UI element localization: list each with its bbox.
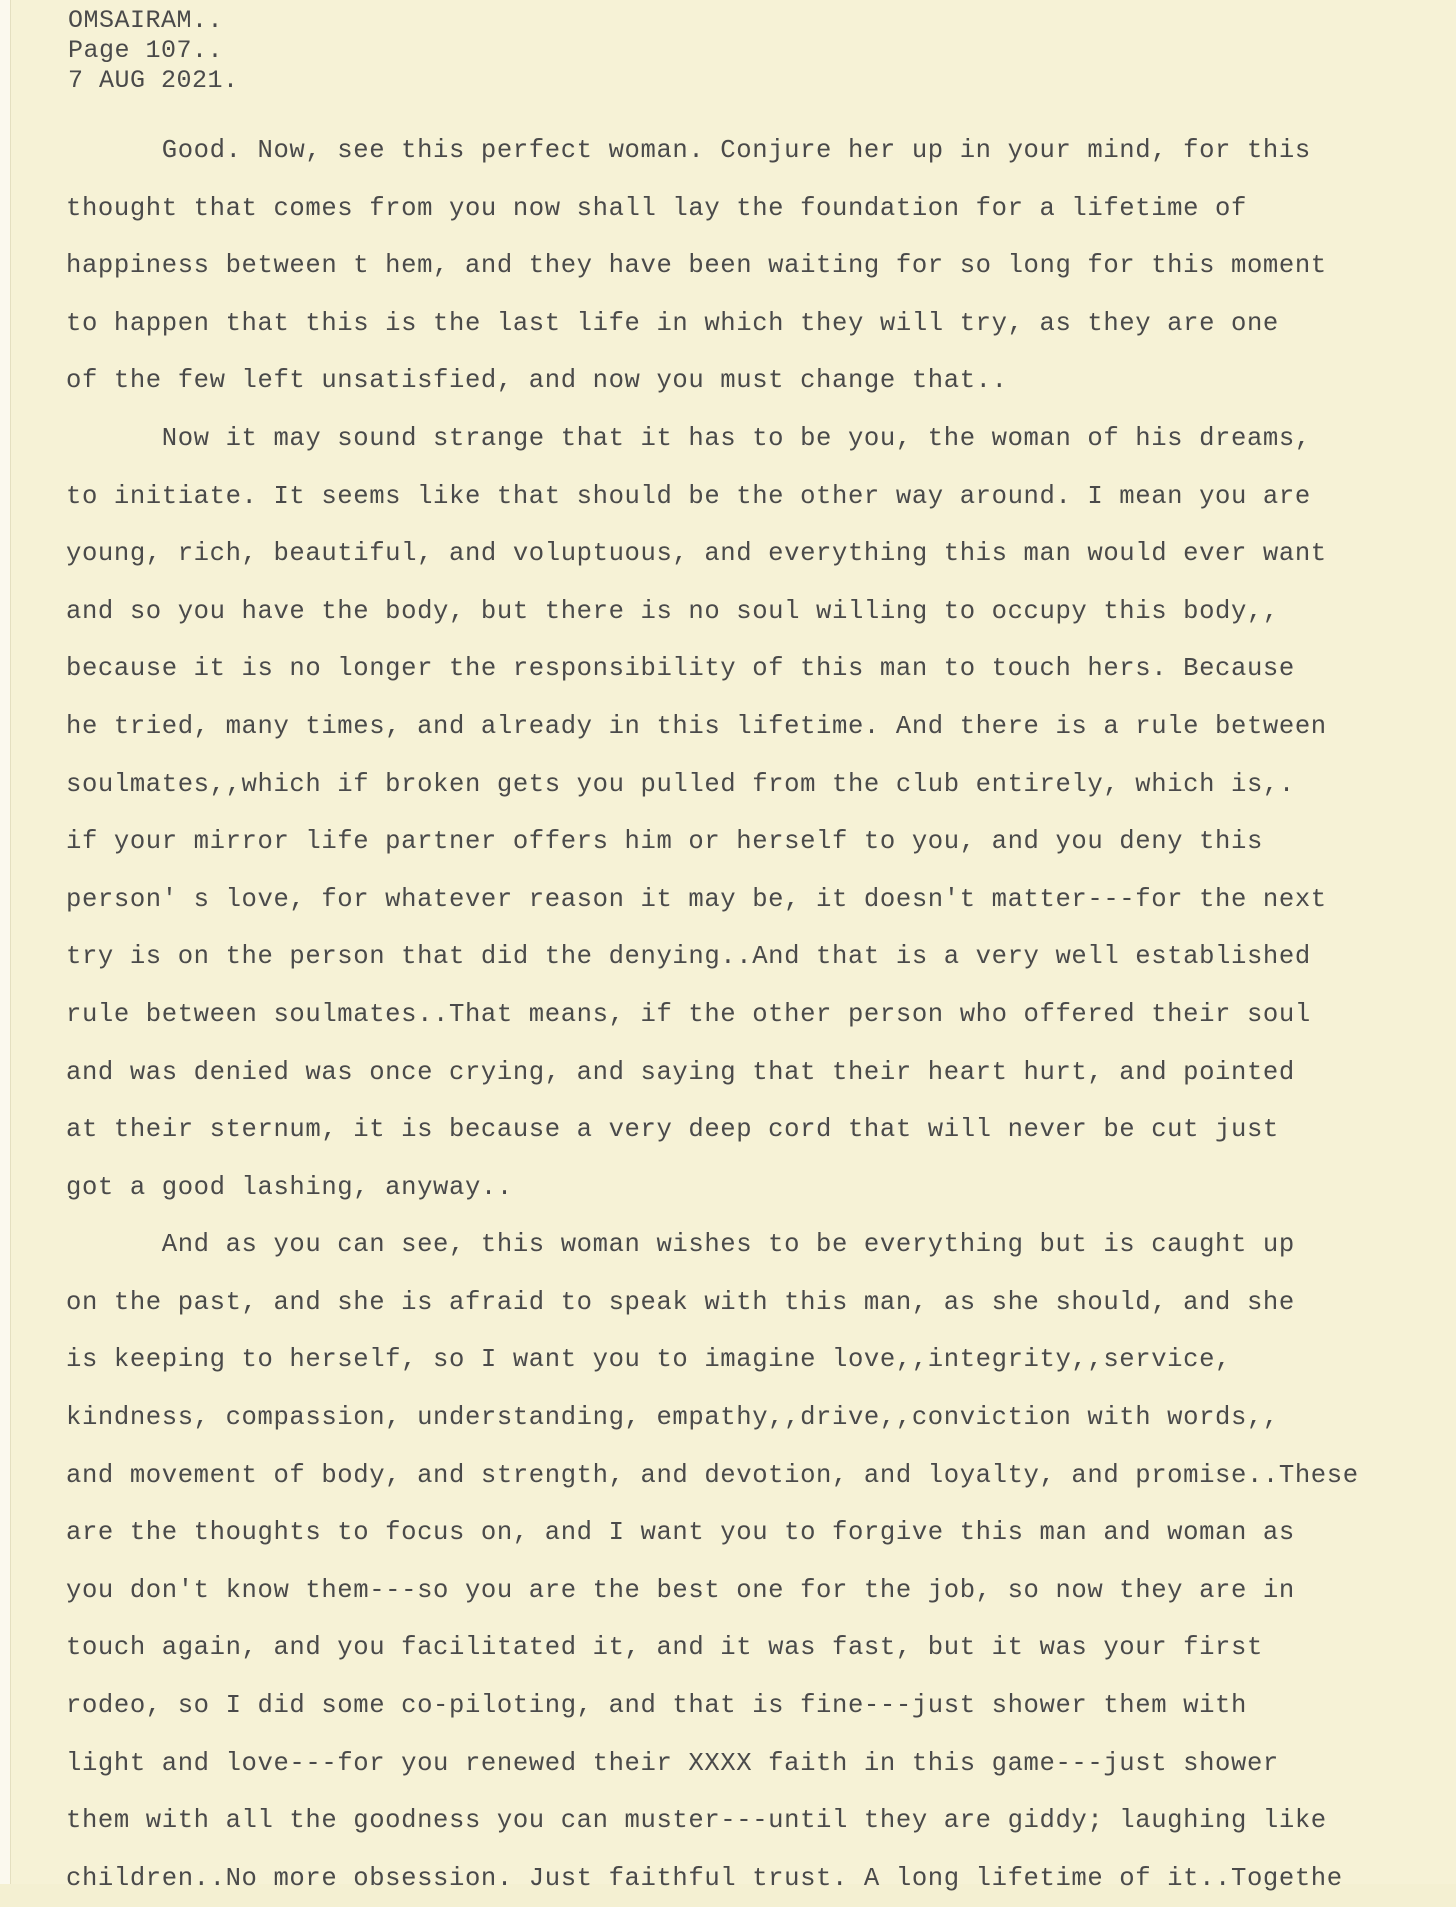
header-salutation: OMSAIRAM.. (68, 6, 224, 35)
text-line: at their sternum, it is because a very deep cord that will never be cut just (66, 1115, 1279, 1145)
text-line: Now it may sound strange that it has to be you, the woman of his dreams, (66, 423, 1311, 453)
text-line: happiness between t hem, and they have been waiting for so long for this moment (66, 251, 1327, 281)
paper-edge (0, 0, 11, 1884)
text-line: and movement of body, and strength, and devotion, and loyalty, and promise..These (66, 1460, 1359, 1490)
text-line: are the thoughts to focus on, and I want you to forgive this man and woman as (66, 1518, 1295, 1548)
text-line: rodeo, so I did some co-piloting, and that is fine---just shower them with (66, 1691, 1247, 1721)
page-header (68, 6, 239, 96)
text-line: try is on the person that did the denying..And that is a very well established (66, 942, 1311, 972)
text-line: rule between soulmates..That means, if the other person who offered their soul (66, 999, 1311, 1029)
text-line: thought that comes from you now shall lay the foundation for a lifetime of (66, 193, 1247, 223)
text-line: person' s love, for whatever reason it may be, it doesn't matter---for the next (66, 884, 1327, 914)
text-line: he tried, many times, and already in this lifetime. And there is a rule between (66, 711, 1327, 741)
text-line: because it is no longer the responsibility of this man to touch hers. Because (66, 654, 1295, 684)
text-line: and was denied was once crying, and saying that their heart hurt, and pointed (66, 1057, 1295, 1087)
text-line: them with all the goodness you can muster---until they are giddy; laughing like (66, 1806, 1327, 1836)
text-line: if your mirror life partner offers him or herself to you, and you deny this (66, 827, 1263, 857)
text-line: Good. Now, see this perfect woman. Conjure her up in your mind, for this (66, 136, 1311, 165)
text-line: kindness, compassion, understanding, empathy,,drive,,conviction with words,, (66, 1403, 1279, 1433)
header-page-number: Page 107.. (68, 36, 224, 65)
text-line: to initiate. It seems like that should be the other way around. I mean you are (66, 481, 1311, 511)
text-line: and so you have the body, but there is no soul willing to occupy this body,, (66, 596, 1279, 626)
header-date: 7 AUG 2021. (68, 66, 239, 95)
text-line: you don't know them---so you are the best one for the job, so now they are in (66, 1575, 1295, 1605)
text-line: got a good lashing, anyway.. (66, 1172, 513, 1202)
text-line: And as you can see, this woman wishes to be everything but is caught up (66, 1230, 1295, 1260)
text-line: on the past, and she is afraid to speak with this man, as she should, and she (66, 1287, 1295, 1317)
text-line: soulmates,,which if broken gets you pulled from the club entirely, which is,. (66, 769, 1295, 799)
text-line: children..No more obsession. Just faithful trust. A long lifetime of it..Togethe (66, 1863, 1343, 1893)
text-line: touch again, and you facilitated it, and it was fast, but it was your first (66, 1633, 1263, 1663)
text-line: is keeping to herself, so I want you to imagine love,,integrity,,service, (66, 1345, 1231, 1375)
text-line: light and love---for you renewed their XXXX faith in this game---just shower (66, 1748, 1279, 1778)
text-line: of the few left unsatisfied, and now you must change that.. (66, 366, 1008, 396)
text-line: to happen that this is the last life in which they will try, as they are one (66, 308, 1279, 338)
text-line: young, rich, beautiful, and voluptuous, and everything this man would ever want (66, 539, 1327, 569)
typed-body (66, 122, 1456, 1907)
